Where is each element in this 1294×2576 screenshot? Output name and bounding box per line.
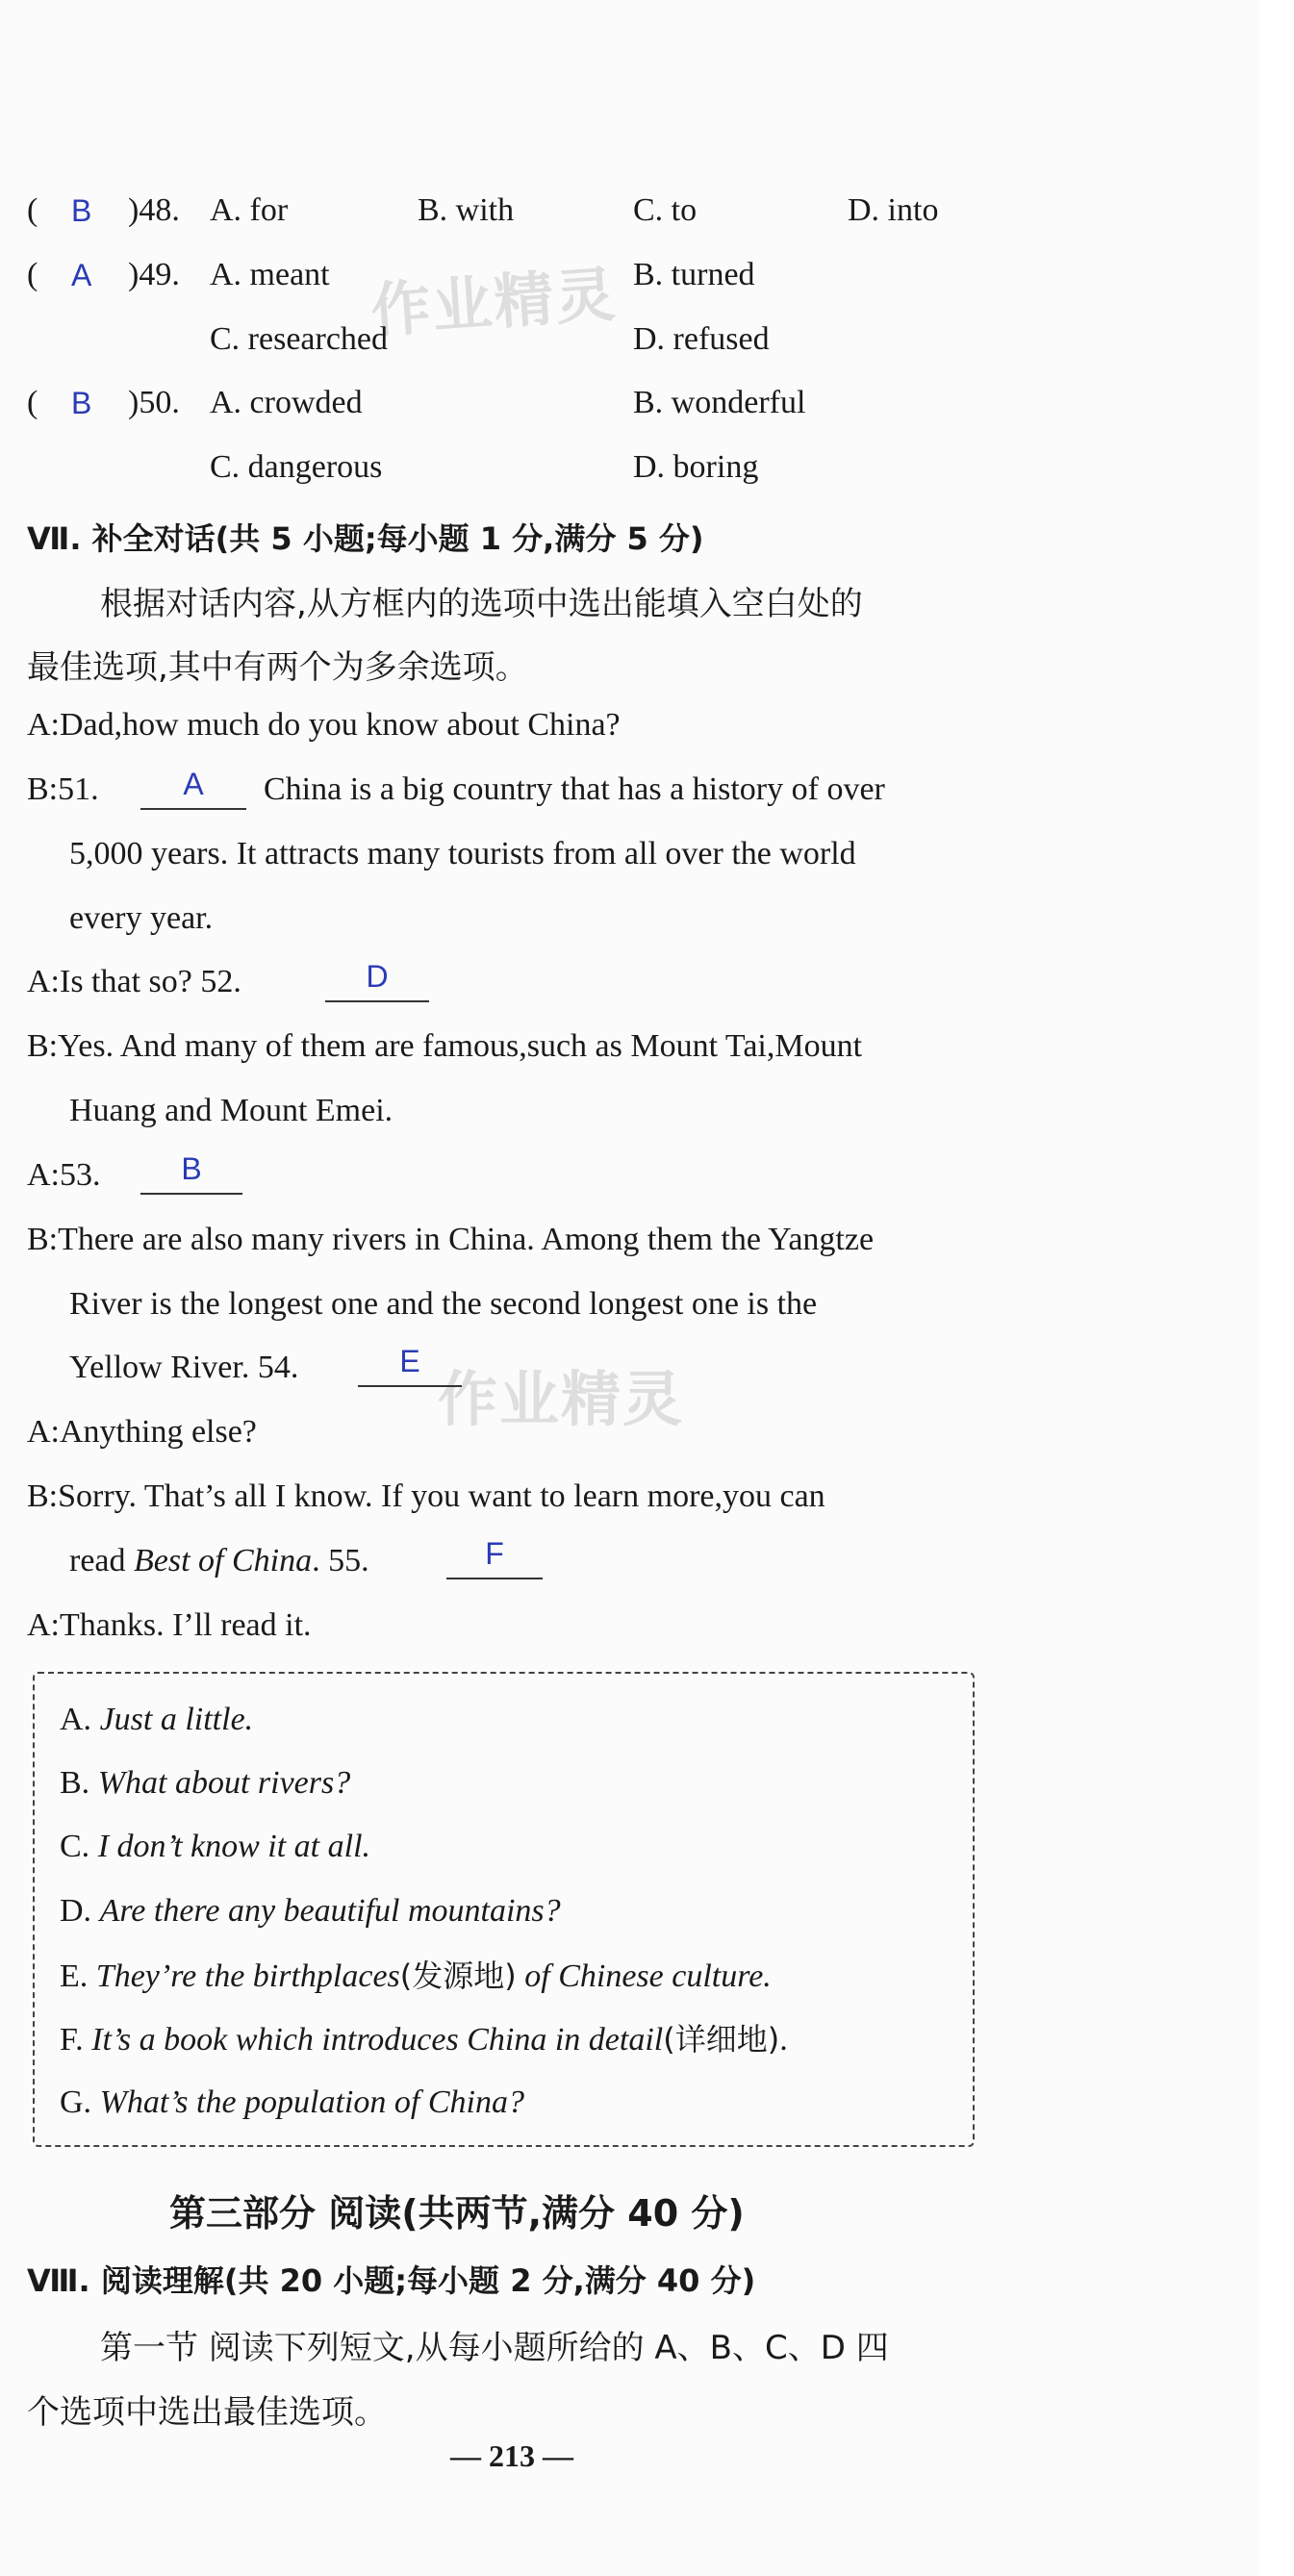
dialogue-line-10: River is the longest one and the second longest one is the [69,1286,818,1322]
question-number: )49. [128,257,180,292]
option-text: They’re the birthplaces [95,1958,400,1994]
question-55-label: . 55. [312,1543,369,1578]
book-title: Best of China [134,1543,313,1578]
dialogue-line-13: B:Sorry. That’s all I know. If you want to learn more,you can [27,1478,825,1514]
read-word: read [69,1543,126,1578]
dialogue-line-1: A:Dad,how much do you know about China? [27,707,621,743]
option-f [60,2020,788,2059]
answer-52: D [366,959,389,994]
answer-48: B [71,193,92,228]
option-b [60,1764,350,1803]
answer-54: E [399,1344,420,1378]
question-49 [27,256,989,362]
option-tail: of Chinese culture. [516,1958,772,1994]
option-g [60,2084,524,2122]
answer-51: A [183,767,204,801]
option-c: C. researched [210,321,389,357]
options-box [33,1672,975,2147]
dialogue-line-3: 5,000 years. It attracts many tourists from all over the world [69,836,856,871]
option-a: A. meant [210,257,330,292]
answer-49: A [71,258,92,292]
option-d: D. into [848,192,939,228]
section-8-instruction-1: 第一节 阅读下列短文,从每小题所给的 A、B、C、D 四 [100,2329,889,2367]
option-text: What about rivers? [97,1765,351,1801]
dialogue-line-9: B:There are also many rivers in China. Among them the Yangtze [27,1222,875,1257]
answer-55: F [485,1536,504,1571]
option-tail: . [779,2022,788,2058]
option-d: D. boring [633,449,759,485]
answer-53: B [181,1151,202,1186]
question-50 [27,384,989,490]
option-letter: G. [60,2084,92,2120]
option-c [60,1828,370,1866]
paren-open: ( [27,257,38,292]
dialogue-line-11-prefix: Yellow River. 54. [69,1350,299,1385]
section-7-header: Ⅶ. 补全对话(共 5 小题;每小题 1 分,满分 5 分) [27,520,704,557]
dialogue-line-5-prefix: A:Is that so? 52. [27,964,241,999]
watermark-middle: 作业精灵 [438,1364,685,1434]
option-letter: C. [60,1829,90,1864]
option-text: Just a little. [99,1702,254,1737]
option-d [60,1892,561,1931]
dialogue-line-12: A:Anything else? [27,1414,257,1450]
watermark-top: 作业精灵 [368,259,620,346]
part-3-title: 第三部分 阅读(共两节,满分 40 分) [169,2192,745,2235]
section-7-instruction-1: 根据对话内容,从方框内的选项中选出能填入空白处的 [100,585,863,623]
option-b: B. with [418,192,515,228]
paren-open: ( [27,385,38,420]
question-48 [27,191,989,230]
blank-54 [358,1344,462,1387]
option-letter: A. [60,1702,92,1737]
answer-50: B [71,386,92,420]
option-a: A. for [210,192,289,228]
option-c: C. to [633,192,698,228]
dialogue-line-6: B:Yes. And many of them are famous,such as Mount Tai,Mount [27,1028,863,1064]
blank-52 [325,959,429,1002]
section-8-header: Ⅷ. 阅读理解(共 20 小题;每小题 2 分,满分 40 分) [27,2262,756,2299]
option-c: C. dangerous [210,449,383,485]
option-letter: F. [60,2022,84,2058]
option-text: I don’t know it at all. [97,1829,371,1864]
option-d: D. refused [633,321,770,357]
question-number: )48. [128,192,180,228]
option-letter: E. [60,1958,89,1994]
blank-51 [140,767,246,810]
dialogue-line-14 [69,1542,369,1580]
dialogue-line-8-prefix: A:53. [27,1157,101,1193]
option-text: What’s the population of China? [99,2084,524,2120]
dialogue-line-15: A:Thanks. I’ll read it. [27,1607,312,1643]
dialogue-line-2: China is a big country that has a history of over [264,771,885,807]
option-b: B. wonderful [633,385,806,420]
option-gloss: (发源地) [399,1957,517,1994]
paren-open: ( [27,192,38,228]
section-8-instruction-2: 个选项中选出最佳选项。 [27,2393,387,2432]
section-7-instruction-2: 最佳选项,其中有两个为多余选项。 [27,648,528,687]
question-number: )50. [128,385,180,420]
option-b: B. turned [633,257,755,292]
option-e [60,1957,772,1996]
option-letter: D. [60,1893,92,1929]
page-number: — 213 — [450,2438,573,2473]
dialogue-line-2-prefix: B:51. [27,771,99,807]
option-a: A. crowded [210,385,363,420]
option-gloss: (详细地) [663,2021,780,2058]
blank-53 [140,1151,242,1195]
option-text: It’s a book which introduces China in detail [91,2022,664,2058]
option-a [60,1701,253,1739]
dialogue-line-7: Huang and Mount Emei. [69,1093,393,1128]
option-letter: B. [60,1765,90,1801]
option-text: Are there any beautiful mountains? [99,1893,561,1929]
dialogue-line-4: every year. [69,900,214,936]
blank-55 [446,1536,543,1579]
